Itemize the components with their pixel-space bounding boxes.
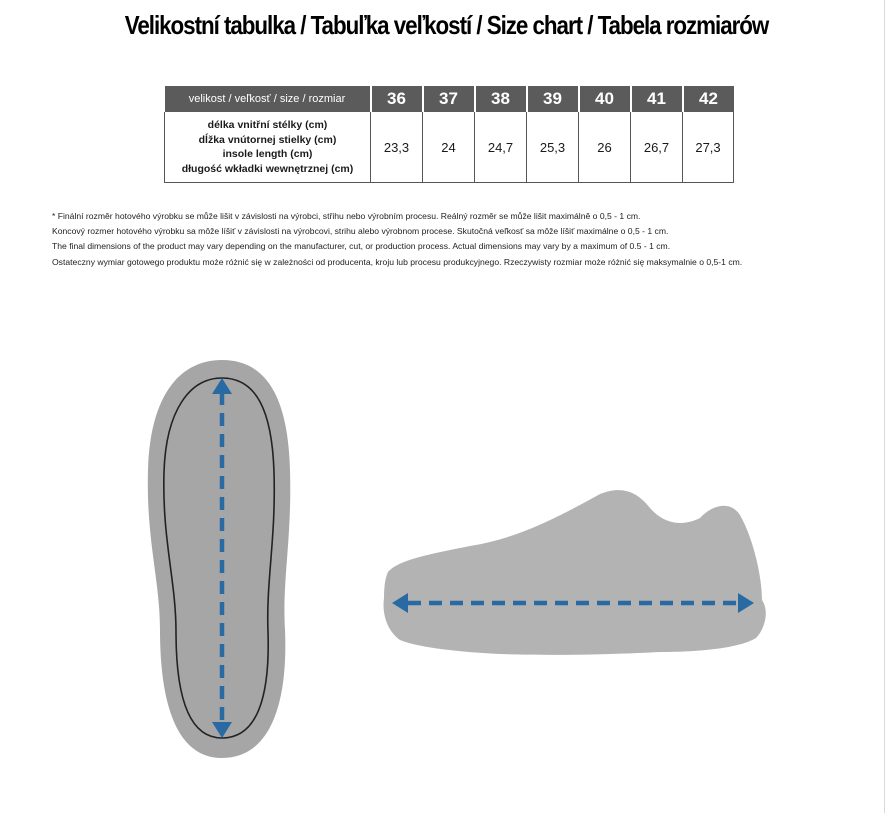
size-header-40: 40 xyxy=(579,86,631,112)
value-cell-39: 25,3 xyxy=(527,112,579,183)
size-header-41: 41 xyxy=(631,86,683,112)
row-label-en: insole length (cm) xyxy=(222,148,313,160)
page-title: Velikostní tabulka / Tabuľka veľkostí / Size chart / Tabela rozmiarów xyxy=(124,10,769,40)
size-header-37: 37 xyxy=(423,86,475,112)
note-sk: Koncový rozmer hotového výrobku sa môže líšiť v závislosti na výrobcovi, strihu alebo výrobnom procese. Skutočná veľkosť sa môže líšiť maximálne o 0,5 - 1 cm. xyxy=(52,226,669,237)
size-header-36: 36 xyxy=(371,86,423,112)
value-cell-38: 24,7 xyxy=(475,112,527,183)
insole-top-view-icon xyxy=(148,360,290,758)
note-pl: Ostateczny wymiar gotowego produktu może różnić się w zależności od producenta, kroju lub procesu produkcyjnego. Rzeczywisty rozmiar może różnić się maksymalnie o 0,5-1 cm. xyxy=(52,256,743,267)
size-header-42: 42 xyxy=(683,86,734,112)
row-label-pl: długość wkładki wewnętrznej (cm) xyxy=(181,162,354,175)
row-label-sk: dĺžka vnútornej stielky (cm) xyxy=(198,133,337,146)
value-cell-41: 26,7 xyxy=(631,112,683,183)
row-label-cs: délka vnitřní stélky (cm) xyxy=(207,119,328,131)
size-header-38: 38 xyxy=(475,86,527,112)
value-cell-37: 24 xyxy=(423,112,475,183)
size-header-39: 39 xyxy=(527,86,579,112)
value-cell-36: 23,3 xyxy=(371,112,423,183)
shoe-side-view-icon xyxy=(384,490,766,655)
header-label: velikost / veľkosť / size / rozmiar xyxy=(165,86,371,112)
value-cell-42: 27,3 xyxy=(683,112,734,183)
note-en: The final dimensions of the product may vary depending on the manufacturer, cut, or production process. Actual dimensions may vary by a maximum of 0.5 - 1 cm. xyxy=(52,241,671,252)
value-cell-40: 26 xyxy=(579,112,631,183)
note-cs: * Finální rozměr hotového výrobku se může lišit v závislosti na výrobci, střihu nebo výrobním procesu. Reálný rozměr se může lišit maximálně o 0,5 - 1 cm. xyxy=(52,211,641,221)
